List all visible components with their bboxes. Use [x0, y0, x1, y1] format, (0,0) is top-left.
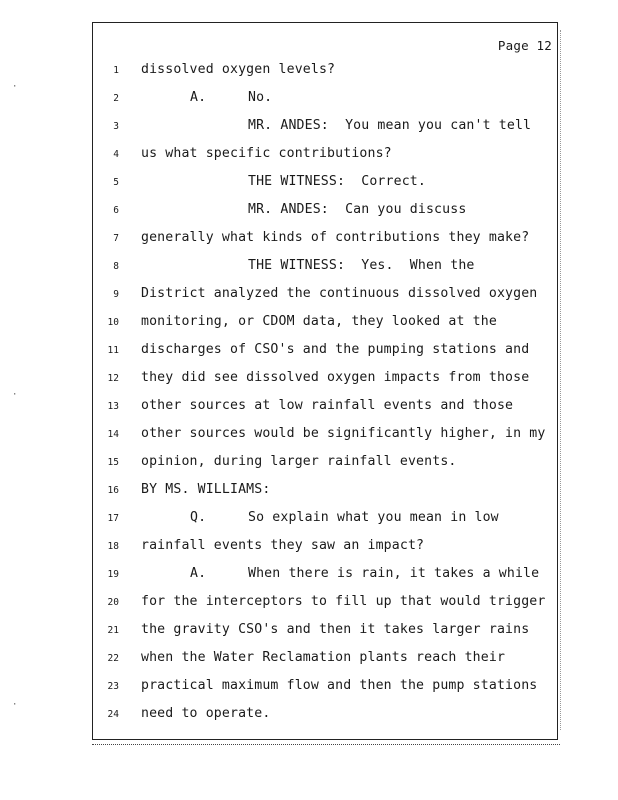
- transcript-line: [0, 706, 600, 728]
- line-text: they did see dissolved oxygen impacts from those: [141, 370, 530, 385]
- line-text: for the interceptors to fill up that would trigger: [141, 594, 546, 609]
- line-text: need to operate.: [141, 706, 271, 721]
- transcript-line: [0, 650, 600, 672]
- line-number: 1: [113, 65, 119, 76]
- transcript-line: [0, 622, 600, 644]
- transcript-line: [0, 538, 600, 560]
- line-number: 10: [107, 317, 119, 328]
- line-text: THE WITNESS: Yes. When the: [248, 258, 475, 273]
- transcript-line: [0, 258, 600, 280]
- line-text: No.: [248, 90, 273, 105]
- answer-marker: A.: [190, 566, 207, 581]
- line-text: BY MS. WILLIAMS:: [141, 482, 271, 497]
- line-number: 15: [107, 457, 119, 468]
- line-text: rainfall events they saw an impact?: [141, 538, 425, 553]
- line-number: 5: [113, 177, 119, 188]
- line-number: 3: [113, 121, 119, 132]
- transcript-line: [0, 146, 600, 168]
- line-number: 18: [107, 541, 119, 552]
- line-text: MR. ANDES: Can you discuss: [248, 202, 467, 217]
- line-text: other sources would be significantly higher, in my: [141, 426, 546, 441]
- line-text: generally what kinds of contributions they make?: [141, 230, 530, 245]
- line-number: 4: [113, 149, 119, 160]
- transcript-line: [0, 202, 600, 224]
- transcript-line: [0, 370, 600, 392]
- line-text: discharges of CSO's and the pumping stations and: [141, 342, 530, 357]
- line-number: 22: [107, 653, 119, 664]
- line-number: 11: [107, 345, 119, 356]
- transcript-line: [0, 594, 600, 616]
- line-number: 20: [107, 597, 119, 608]
- line-number: 19: [107, 569, 119, 580]
- transcript-line: [0, 482, 600, 504]
- line-number: 6: [113, 205, 119, 216]
- line-number: 12: [107, 373, 119, 384]
- margin-mark: ·: [12, 82, 18, 92]
- line-number: 21: [107, 625, 119, 636]
- page-number-label: Page 12: [497, 38, 552, 53]
- line-text: So explain what you mean in low: [248, 510, 499, 525]
- margin-mark: ·: [12, 700, 18, 710]
- line-text: District analyzed the continuous dissolved oxygen: [141, 286, 538, 301]
- line-number: 14: [107, 429, 119, 440]
- line-text: when the Water Reclamation plants reach their: [141, 650, 506, 665]
- transcript-line: [0, 314, 600, 336]
- transcript-line: [0, 426, 600, 448]
- transcript-line: [0, 286, 600, 308]
- line-number: 2: [113, 93, 119, 104]
- transcript-line: [0, 566, 600, 588]
- line-text: dissolved oxygen levels?: [141, 62, 336, 77]
- line-number: 17: [107, 513, 119, 524]
- line-text: the gravity CSO's and then it takes larger rains: [141, 622, 530, 637]
- transcript-line: [0, 342, 600, 364]
- line-number: 8: [113, 261, 119, 272]
- line-text: opinion, during larger rainfall events.: [141, 454, 457, 469]
- line-text: us what specific contributions?: [141, 146, 392, 161]
- line-number: 13: [107, 401, 119, 412]
- line-number: 23: [107, 681, 119, 692]
- margin-mark: ·: [12, 390, 18, 400]
- transcript-line: [0, 174, 600, 196]
- line-text: THE WITNESS: Correct.: [248, 174, 426, 189]
- line-text: monitoring, or CDOM data, they looked at the: [141, 314, 497, 329]
- transcript-line: [0, 678, 600, 700]
- line-text: other sources at low rainfall events and those: [141, 398, 514, 413]
- line-text: When there is rain, it takes a while: [248, 566, 540, 581]
- answer-marker: A.: [190, 90, 207, 105]
- transcript-line: [0, 90, 600, 112]
- transcript-line: [0, 62, 600, 84]
- line-number: 7: [113, 233, 119, 244]
- transcript-line: [0, 510, 600, 532]
- transcript-line: [0, 230, 600, 252]
- transcript-line: [0, 398, 600, 420]
- line-number: 16: [107, 485, 119, 496]
- line-text: practical maximum flow and then the pump stations: [141, 678, 538, 693]
- line-number: 24: [107, 709, 119, 720]
- transcript-line: [0, 118, 600, 140]
- transcript-line: [0, 454, 600, 476]
- question-marker: Q.: [190, 510, 207, 525]
- line-text: MR. ANDES: You mean you can't tell: [248, 118, 532, 133]
- line-number: 9: [113, 289, 119, 300]
- page-bottom-rule: [92, 744, 560, 745]
